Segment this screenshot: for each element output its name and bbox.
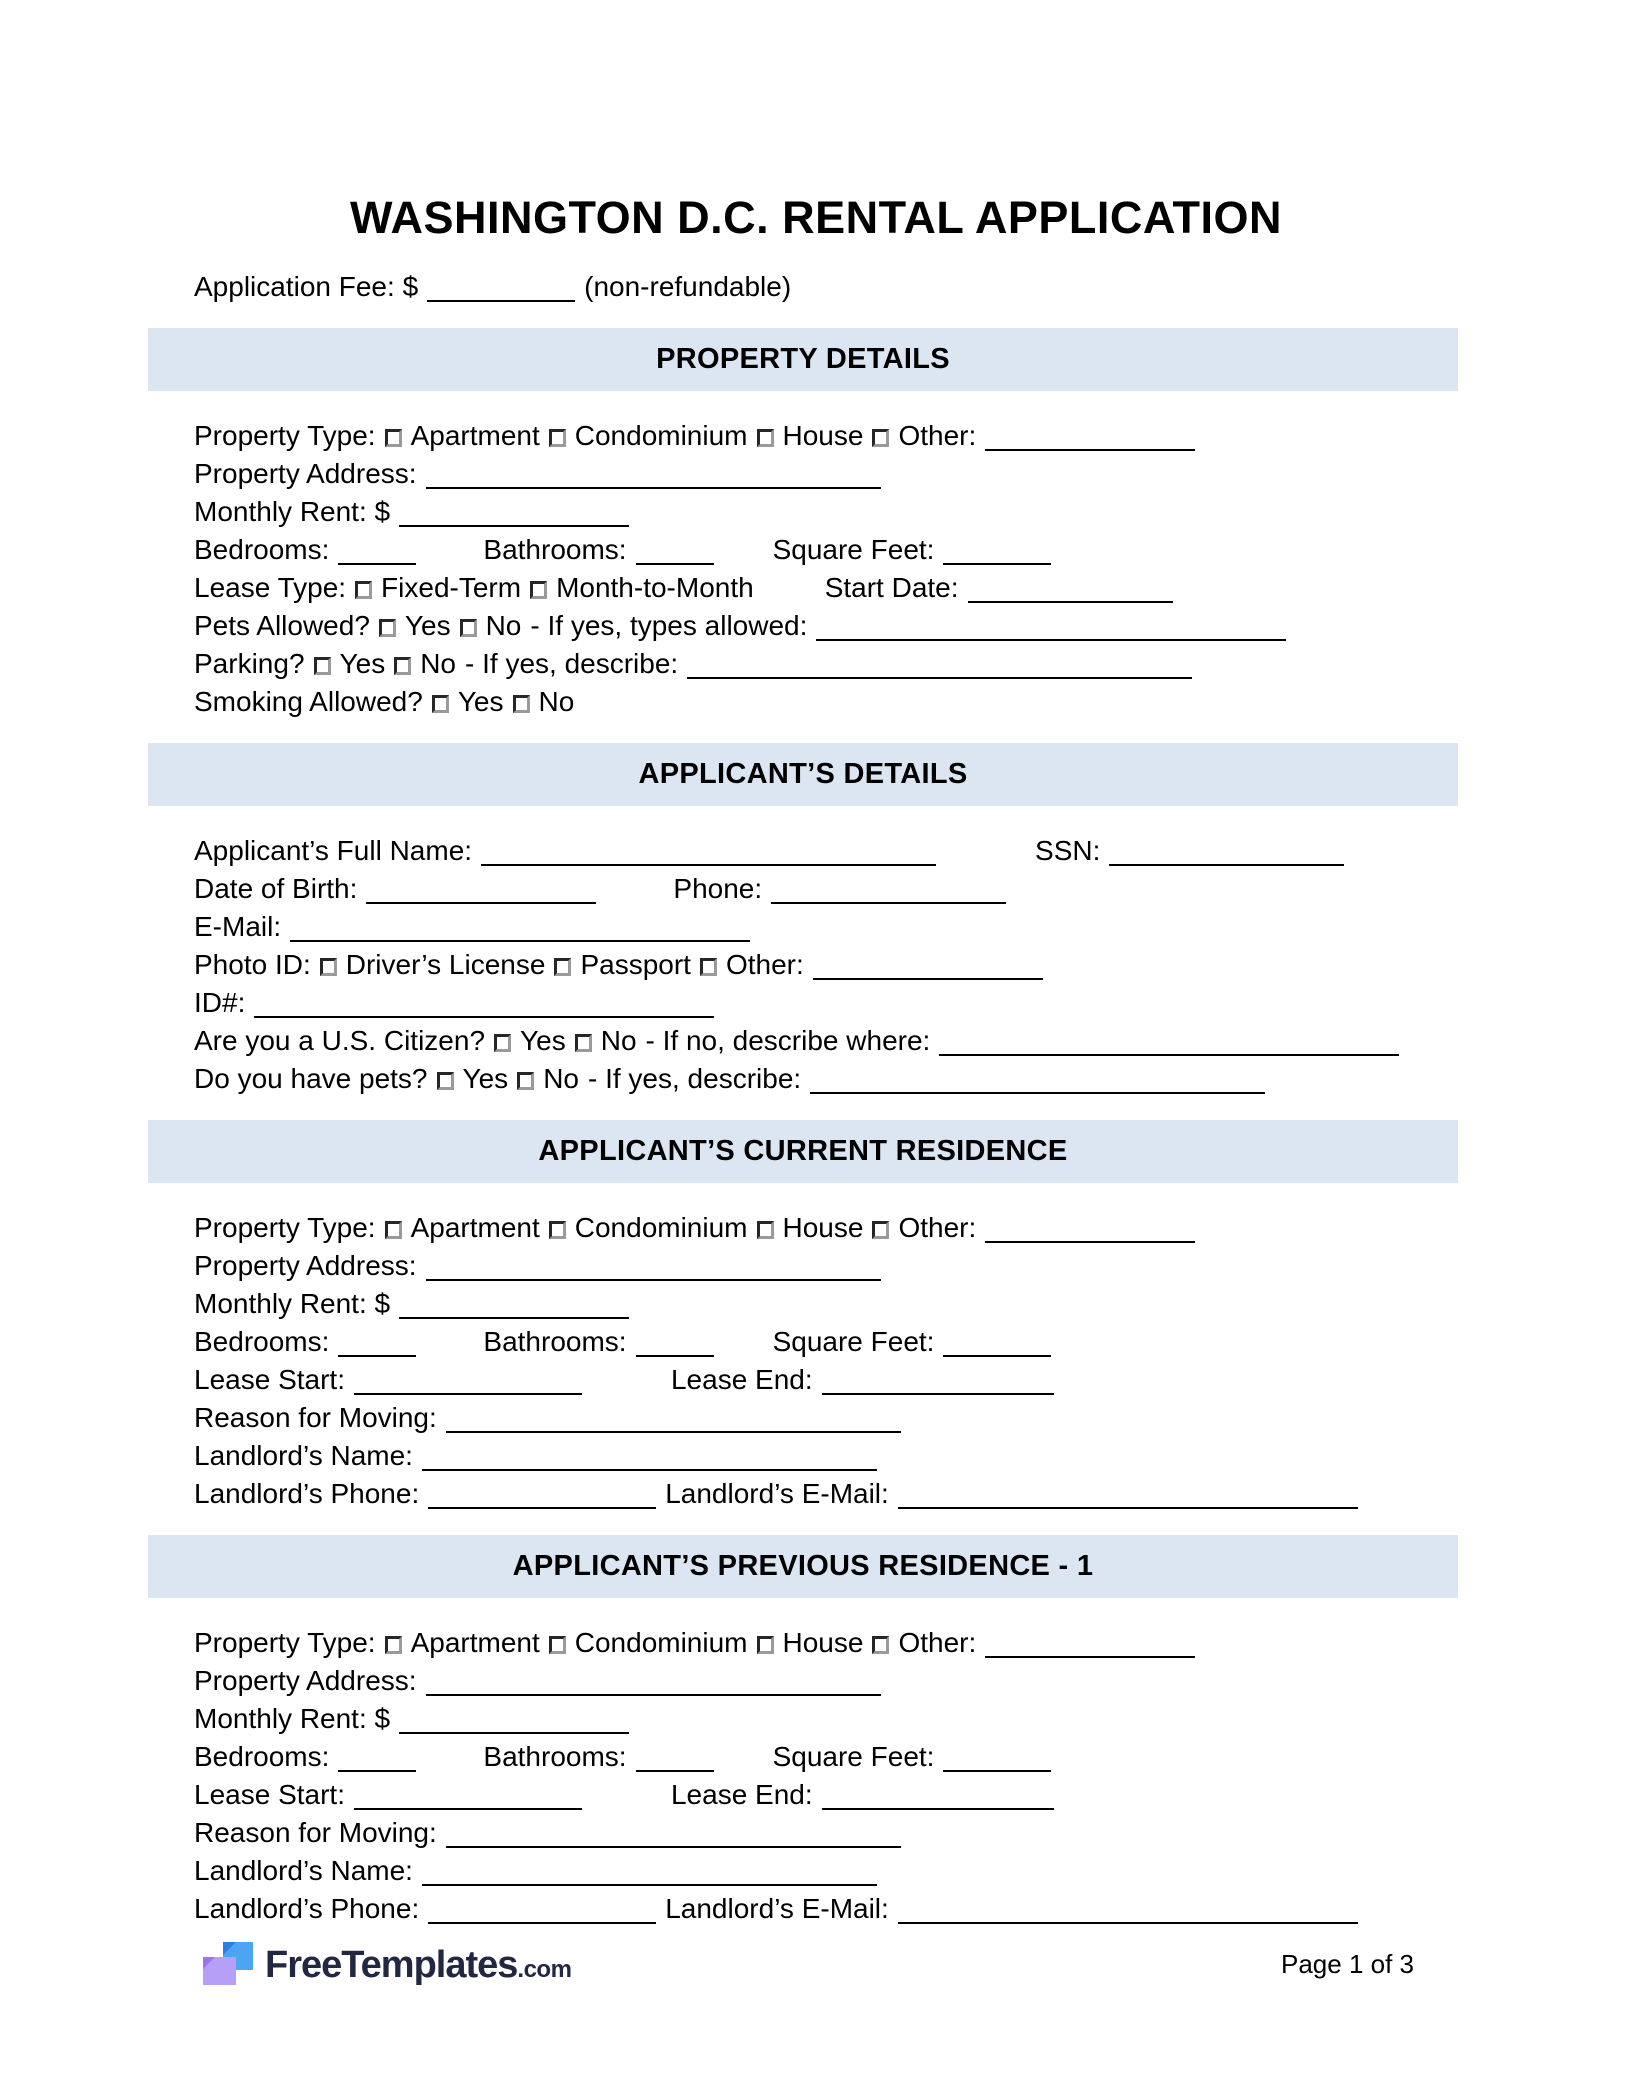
checkbox-label: Condominium bbox=[574, 1212, 748, 1243]
checkbox-label: No bbox=[543, 1063, 579, 1094]
blank-line[interactable] bbox=[1109, 844, 1344, 866]
checkbox-option bbox=[513, 686, 575, 717]
blank-line[interactable] bbox=[446, 1411, 901, 1433]
blank-line[interactable] bbox=[422, 1864, 877, 1886]
blank-line[interactable] bbox=[446, 1826, 901, 1848]
blank-line[interactable] bbox=[426, 1259, 881, 1281]
field-label: Bedrooms: bbox=[194, 1326, 330, 1357]
checkbox[interactable] bbox=[460, 619, 477, 637]
form-row bbox=[194, 908, 1458, 946]
checkbox[interactable] bbox=[494, 1034, 511, 1052]
blank-line[interactable] bbox=[426, 1674, 881, 1696]
spacer bbox=[425, 1350, 483, 1351]
form-row bbox=[194, 268, 1458, 306]
checkbox-option bbox=[385, 1627, 540, 1658]
checkbox-option bbox=[700, 949, 804, 980]
checkbox-option bbox=[872, 420, 976, 451]
field-label: Property Address: bbox=[194, 458, 417, 489]
field-label: SSN: bbox=[1035, 835, 1101, 866]
logo-blue-fold bbox=[223, 1942, 236, 1955]
form-row bbox=[194, 1285, 1458, 1323]
form-row bbox=[194, 1624, 1458, 1662]
field-label: Lease End: bbox=[670, 1364, 813, 1395]
checkbox-option bbox=[530, 572, 754, 603]
checkbox-option bbox=[320, 949, 546, 980]
blank-line[interactable] bbox=[399, 505, 629, 527]
form-row bbox=[194, 1776, 1458, 1814]
checkbox[interactable] bbox=[549, 1221, 566, 1239]
field-label: - If yes, describe: bbox=[587, 1063, 802, 1094]
checkbox-option bbox=[872, 1627, 976, 1658]
blank-line[interactable] bbox=[354, 1373, 582, 1395]
field-label: Lease Start: bbox=[194, 1779, 345, 1810]
checkbox-option bbox=[394, 648, 456, 679]
field-label: Square Feet: bbox=[772, 534, 935, 565]
checkbox-label: No bbox=[538, 686, 575, 717]
spacer bbox=[591, 1803, 671, 1804]
form-row bbox=[194, 832, 1458, 870]
form-row bbox=[194, 1399, 1458, 1437]
checkbox[interactable] bbox=[872, 1221, 889, 1239]
blank-line[interactable] bbox=[426, 467, 881, 489]
form-row bbox=[194, 984, 1458, 1022]
field-label: Property Type: bbox=[194, 1212, 376, 1243]
blank-line[interactable] bbox=[822, 1788, 1054, 1810]
page-number: Page 1 of 3 bbox=[1281, 1949, 1414, 1979]
field-label: Bathrooms: bbox=[483, 1741, 627, 1772]
document-title: WASHINGTON D.C. RENTAL APPLICATION bbox=[349, 192, 1282, 243]
checkbox-option bbox=[432, 686, 504, 717]
form-row bbox=[194, 569, 1458, 607]
blank-line[interactable] bbox=[338, 1750, 416, 1772]
form-row bbox=[194, 1890, 1458, 1928]
logo-suffix: .com bbox=[517, 1955, 572, 1983]
field-label: Landlord’s Phone: bbox=[194, 1478, 420, 1509]
field-label: Square Feet: bbox=[772, 1741, 935, 1772]
checkbox[interactable] bbox=[437, 1072, 454, 1090]
blank-line[interactable] bbox=[822, 1373, 1054, 1395]
field-label: ID#: bbox=[194, 987, 246, 1018]
field-label: Parking? bbox=[194, 648, 305, 679]
field-label: Property Address: bbox=[194, 1665, 417, 1696]
checkbox-option bbox=[575, 1025, 637, 1056]
blank-line[interactable] bbox=[939, 1034, 1399, 1056]
checkbox-option bbox=[549, 1212, 748, 1243]
blank-line[interactable] bbox=[898, 1902, 1358, 1924]
checkbox-option bbox=[757, 420, 864, 451]
form-row bbox=[194, 1437, 1458, 1475]
blank-line[interactable] bbox=[810, 1072, 1265, 1094]
form-row bbox=[194, 1700, 1458, 1738]
form-section bbox=[148, 328, 1458, 721]
blank-line[interactable] bbox=[290, 920, 750, 942]
section-body bbox=[148, 806, 1458, 1098]
checkbox-option bbox=[554, 949, 691, 980]
checkbox-label: Other: bbox=[898, 420, 977, 451]
checkbox[interactable] bbox=[355, 581, 372, 599]
form-row bbox=[194, 1022, 1458, 1060]
blank-line[interactable] bbox=[428, 1902, 656, 1924]
spacer bbox=[425, 1765, 483, 1766]
section-body bbox=[148, 1183, 1458, 1513]
checkbox[interactable] bbox=[549, 1636, 566, 1654]
field-label: Lease End: bbox=[670, 1779, 813, 1810]
field-label: Phone: bbox=[673, 873, 763, 904]
field-label: Bathrooms: bbox=[483, 534, 627, 565]
blank-line[interactable] bbox=[985, 1636, 1195, 1658]
field-label: Reason for Moving: bbox=[194, 1402, 437, 1433]
checkbox[interactable] bbox=[554, 958, 571, 976]
spacer bbox=[723, 1350, 773, 1351]
field-label: Smoking Allowed? bbox=[194, 686, 423, 717]
logo-purple-fold bbox=[203, 1957, 215, 1969]
footer bbox=[148, 1942, 1458, 1988]
section-header: APPLICANT’S DETAILS bbox=[148, 743, 1458, 806]
checkbox-option bbox=[549, 1627, 748, 1658]
checkbox-option bbox=[385, 420, 540, 451]
checkbox[interactable] bbox=[700, 958, 717, 976]
field-label: Property Address: bbox=[194, 1250, 417, 1281]
field-label: Square Feet: bbox=[772, 1326, 935, 1357]
field-label: Lease Start: bbox=[194, 1364, 345, 1395]
form-row bbox=[194, 645, 1458, 683]
field-label: Property Type: bbox=[194, 1627, 376, 1658]
form-sections bbox=[148, 328, 1458, 1928]
field-label: Reason for Moving: bbox=[194, 1817, 437, 1848]
form-row bbox=[194, 683, 1458, 721]
checkbox[interactable] bbox=[575, 1034, 592, 1052]
checkbox-label: House bbox=[782, 1212, 864, 1243]
section-body bbox=[148, 1598, 1458, 1928]
field-label: Photo ID: bbox=[194, 949, 311, 980]
checkbox-label: Passport bbox=[580, 949, 691, 980]
form-row bbox=[194, 1738, 1458, 1776]
section-header: APPLICANT’S CURRENT RESIDENCE bbox=[148, 1120, 1458, 1183]
blank-line[interactable] bbox=[427, 280, 575, 302]
checkbox-label: No bbox=[420, 648, 456, 679]
blank-line[interactable] bbox=[481, 844, 936, 866]
blank-line[interactable] bbox=[338, 1335, 416, 1357]
checkbox[interactable] bbox=[394, 657, 411, 675]
form-row bbox=[194, 870, 1458, 908]
blank-line[interactable] bbox=[366, 882, 596, 904]
checkbox-option bbox=[379, 610, 451, 641]
checkbox-label: House bbox=[782, 420, 864, 451]
section-header: PROPERTY DETAILS bbox=[148, 328, 1458, 391]
checkbox-label: Yes bbox=[404, 610, 451, 641]
blank-line[interactable] bbox=[428, 1487, 656, 1509]
field-label: Date of Birth: bbox=[194, 873, 358, 904]
spacer bbox=[605, 897, 673, 898]
checkbox-option bbox=[314, 648, 386, 679]
form-row bbox=[194, 1852, 1458, 1890]
freetemplates-logo bbox=[203, 1942, 571, 1988]
checkbox[interactable] bbox=[517, 1072, 534, 1090]
field-label: - If yes, describe: bbox=[465, 648, 679, 679]
blank-line[interactable] bbox=[968, 581, 1173, 603]
field-label: Bedrooms: bbox=[194, 534, 330, 565]
field-label: Pets Allowed? bbox=[194, 610, 370, 641]
field-label: Landlord’s Name: bbox=[194, 1855, 413, 1886]
form-row bbox=[194, 493, 1458, 531]
form-row bbox=[194, 1475, 1458, 1513]
section-body bbox=[148, 391, 1458, 721]
checkbox[interactable] bbox=[872, 429, 889, 447]
checkbox[interactable] bbox=[432, 695, 449, 713]
checkbox-label: Fixed-Term bbox=[381, 572, 522, 603]
checkbox-label: Other: bbox=[898, 1212, 977, 1243]
checkbox-option bbox=[460, 610, 522, 641]
field-label: Monthly Rent: $ bbox=[194, 1703, 391, 1734]
checkbox-label: Yes bbox=[457, 686, 504, 717]
field-label: Lease Type: bbox=[194, 572, 347, 603]
blank-line[interactable] bbox=[898, 1487, 1358, 1509]
checkbox-option bbox=[757, 1212, 864, 1243]
spacer bbox=[425, 558, 483, 559]
field-label: Are you a U.S. Citizen? bbox=[194, 1025, 486, 1056]
form-section bbox=[148, 1120, 1458, 1513]
spacer bbox=[763, 596, 825, 597]
form-row bbox=[194, 455, 1458, 493]
field-label: E-Mail: bbox=[194, 911, 282, 942]
checkbox[interactable] bbox=[872, 1636, 889, 1654]
checkbox-label: No bbox=[485, 610, 522, 641]
blank-line[interactable] bbox=[771, 882, 1006, 904]
checkbox[interactable] bbox=[385, 429, 402, 447]
field-label: Start Date: bbox=[824, 572, 959, 603]
checkbox-label: Other: bbox=[898, 1627, 977, 1658]
checkbox-label: Condominium bbox=[574, 420, 748, 451]
checkbox-option bbox=[549, 420, 748, 451]
field-label: Property Type: bbox=[194, 420, 376, 451]
form-row bbox=[194, 531, 1458, 569]
checkbox[interactable] bbox=[530, 581, 547, 599]
checkbox[interactable] bbox=[513, 695, 530, 713]
field-label: - If no, describe where: bbox=[645, 1025, 931, 1056]
checkbox-label: Apartment bbox=[410, 420, 540, 451]
checkbox-label: Yes bbox=[339, 648, 386, 679]
checkbox-option bbox=[494, 1025, 566, 1056]
blank-line[interactable] bbox=[399, 1712, 629, 1734]
checkbox[interactable] bbox=[379, 619, 396, 637]
blank-line[interactable] bbox=[422, 1449, 877, 1471]
blank-line[interactable] bbox=[943, 1750, 1051, 1772]
form-row bbox=[194, 1814, 1458, 1852]
checkbox-label: Apartment bbox=[410, 1212, 540, 1243]
checkbox-label: Other: bbox=[725, 949, 804, 980]
form-row bbox=[194, 1060, 1458, 1098]
checkbox-option bbox=[757, 1627, 864, 1658]
form-row bbox=[194, 1361, 1458, 1399]
checkbox-label: Driver’s License bbox=[345, 949, 546, 980]
blank-line[interactable] bbox=[813, 958, 1043, 980]
checkbox-option bbox=[385, 1212, 540, 1243]
field-label: Landlord’s E-Mail: bbox=[665, 1478, 889, 1509]
blank-line[interactable] bbox=[636, 1335, 714, 1357]
checkbox-option bbox=[872, 1212, 976, 1243]
blank-line[interactable] bbox=[636, 1750, 714, 1772]
field-label: Landlord’s E-Mail: bbox=[665, 1893, 889, 1924]
field-label: Monthly Rent: $ bbox=[194, 1288, 391, 1319]
spacer bbox=[723, 558, 773, 559]
blank-line[interactable] bbox=[985, 1221, 1195, 1243]
checkbox-label: Apartment bbox=[410, 1627, 540, 1658]
checkbox[interactable] bbox=[320, 958, 337, 976]
checkbox-label: Yes bbox=[520, 1025, 566, 1056]
checkbox[interactable] bbox=[385, 1636, 402, 1654]
blank-line[interactable] bbox=[816, 619, 1286, 641]
field-label: Landlord’s Phone: bbox=[194, 1893, 420, 1924]
blank-line[interactable] bbox=[943, 1335, 1051, 1357]
application-fee-row bbox=[194, 268, 1458, 306]
checkbox-label: House bbox=[782, 1627, 864, 1658]
checkbox-option bbox=[517, 1063, 579, 1094]
checkbox-option bbox=[437, 1063, 509, 1094]
spacer bbox=[723, 1765, 773, 1766]
blank-line[interactable] bbox=[985, 429, 1195, 451]
checkbox-label: Month-to-Month bbox=[556, 572, 754, 603]
field-label: Bedrooms: bbox=[194, 1741, 330, 1772]
field-label: Landlord’s Name: bbox=[194, 1440, 413, 1471]
blank-line[interactable] bbox=[338, 543, 416, 565]
form-section bbox=[148, 743, 1458, 1098]
field-label: - If yes, types allowed: bbox=[530, 610, 808, 641]
checkbox-label: Yes bbox=[462, 1063, 509, 1094]
field-label: Bathrooms: bbox=[483, 1326, 627, 1357]
checkbox[interactable] bbox=[385, 1221, 402, 1239]
form-row bbox=[194, 417, 1458, 455]
field-label: Do you have pets? bbox=[194, 1063, 428, 1094]
field-label: Applicant’s Full Name: bbox=[194, 835, 473, 866]
field-label: Application Fee: $ bbox=[194, 271, 419, 302]
blank-line[interactable] bbox=[943, 543, 1051, 565]
form-row bbox=[194, 1323, 1458, 1361]
field-label: (non-refundable) bbox=[584, 271, 792, 302]
checkbox[interactable] bbox=[757, 429, 774, 447]
checkbox-option bbox=[355, 572, 521, 603]
checkbox[interactable] bbox=[549, 429, 566, 447]
checkbox[interactable] bbox=[757, 1636, 774, 1654]
blank-line[interactable] bbox=[354, 1788, 582, 1810]
field-label: Monthly Rent: $ bbox=[194, 496, 391, 527]
form-section bbox=[148, 1535, 1458, 1928]
checkbox[interactable] bbox=[314, 657, 331, 675]
form-row bbox=[194, 1662, 1458, 1700]
logo-text: FreeTemplates bbox=[265, 1943, 518, 1986]
blank-line[interactable] bbox=[399, 1297, 629, 1319]
form-row bbox=[194, 1209, 1458, 1247]
spacer bbox=[945, 859, 1035, 860]
blank-line[interactable] bbox=[636, 543, 714, 565]
freetemplates-icon bbox=[203, 1942, 255, 1988]
blank-line[interactable] bbox=[687, 657, 1192, 679]
form-row bbox=[194, 946, 1458, 984]
spacer bbox=[591, 1388, 671, 1389]
checkbox-label: Condominium bbox=[574, 1627, 748, 1658]
section-header: APPLICANT’S PREVIOUS RESIDENCE - 1 bbox=[148, 1535, 1458, 1598]
form-row bbox=[194, 1247, 1458, 1285]
document-content bbox=[148, 268, 1458, 1988]
checkbox[interactable] bbox=[757, 1221, 774, 1239]
form-row bbox=[194, 607, 1458, 645]
checkbox-label: No bbox=[600, 1025, 637, 1056]
blank-line[interactable] bbox=[254, 996, 714, 1018]
